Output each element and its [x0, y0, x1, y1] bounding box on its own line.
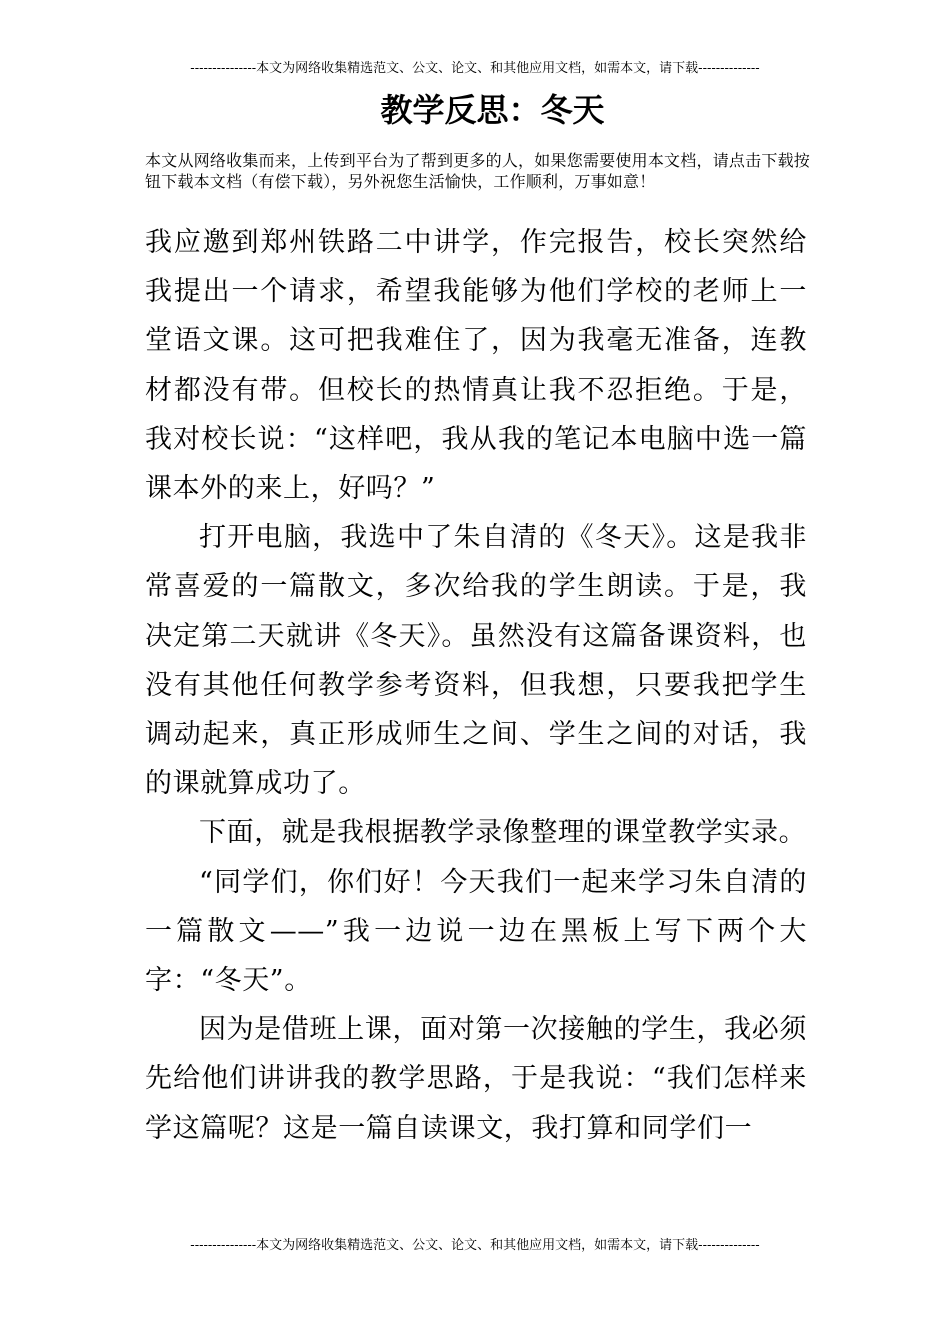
- article-body: [145, 218, 807, 1153]
- paragraph: “同学们，你们好！今天我们一起来学习朱自清的一篇散文——”我一边说一边在黑板上写下两个大字：“冬天”。: [145, 866, 807, 997]
- paragraph: 因为是借班上课，面对第一次接触的学生，我必须先给他们讲讲我的教学思路，于是我说：“我们怎样来学这篇呢？这是一篇自读课文，我打算和同学们一: [145, 1014, 807, 1144]
- paragraph: 下面，就是我根据教学录像整理的课堂教学实录。: [199, 817, 807, 849]
- page-header: ---------------本文为网络收集精选范文、公文、论文、和其他应用文档，如需本文，请下载--------------: [190, 61, 760, 76]
- paragraph: 打开电脑，我选中了朱自清的《冬天》。这是我非常喜爱的一篇散文，多次给我的学生朗读。于是，我决定第二天就讲《冬天》。虽然没有这篇备课资料，也没有其他任何教学参考资料，但我想，只要我把学生调动起来，真正形成师生之间、学生之间的对话，我的课就算成功了。: [145, 522, 807, 800]
- download-notice: 本文从网络收集而来，上传到平台为了帮到更多的人，如果您需要使用本文档，请点击下载按钮下载本文档（有偿下载），另外祝您生活愉快，工作顺利，万事如意！: [145, 151, 810, 191]
- paragraph: 我应邀到郑州铁路二中讲学，作完报告，校长突然给我提出一个请求，希望我能够为他们学校的老师上一堂语文课。这可把我难住了，因为我毫无准备，连教材都没有带。但校长的热情真让我不忍拒绝。于是，我对校长说：“这样吧，我从我的笔记本电脑中选一篇课本外的来上，好吗？”: [145, 227, 807, 505]
- document-title: 教学反思：冬天: [380, 91, 605, 129]
- page-footer: ---------------本文为网络收集精选范文、公文、论文、和其他应用文档，如需本文，请下载--------------: [190, 1238, 760, 1253]
